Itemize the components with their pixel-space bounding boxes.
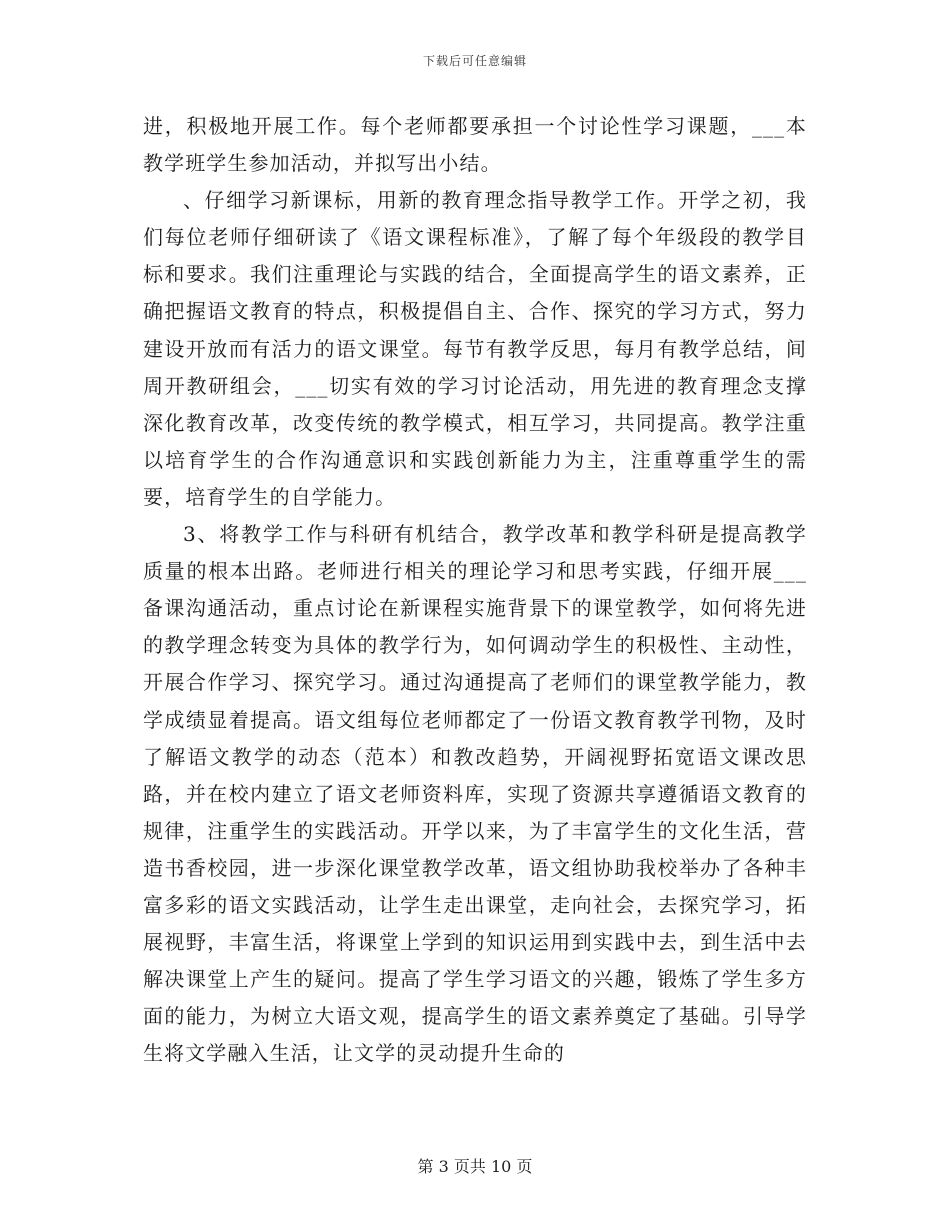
- page-header-note: 下载后可任意编辑: [422, 54, 527, 68]
- paragraph-new-curriculum: 、仔细学习新课标，用新的教育理念指导教学工作。开学之初，我们每位老师仔细研读了《语文课程标准》，了解了每个年级段的教学目标和要求。我们注重理论与实践的结合，全面提高学生的语文素养，正确把握语文教育的特点，积极提倡自主、合作、探究的学习方式，努力建设开放而有活力的语文课堂。每节有教学反思，每月有教学总结，间周开教研组会，___切实有效的学习讨论活动，用先进的教育理念支撑深化教育改革，改变传统的教学模式，相互学习，共同提高。教学注重以培育学生的合作沟通意识和实践创新能力为主，注重尊重学生的需要，培育学生的自学能力。: [143, 188, 807, 509]
- paragraph-continuation: 进，积极地开展工作。每个老师都要承担一个讨论性学习课题，___本教学班学生参加活动，并拟写出小结。: [143, 114, 807, 176]
- page-number: 第 3 页共 10 页: [417, 1157, 533, 1176]
- document-body: [143, 108, 807, 1072]
- paragraph-teaching-research: 3、将教学工作与科研有机结合，教学改革和教学科研是提高教学质量的根本出路。老师进行相关的理论学习和思考实践，仔细开展___备课沟通活动，重点讨论在新课程实施背景下的课堂教学，如何将先进的教学理念转变为具体的教学行为，如何调动学生的积极性、主动性，开展合作学习、探究学习。通过沟通提高了老师们的课堂教学能力，教学成绩显着提高。语文组每位老师都定了一份语文教育教学刊物，及时了解语文教学的动态（范本）和教改趋势，开阔视野拓宽语文课改思路，并在校内建立了语文老师资料库，实现了资源共享遵循语文教育的规律，注重学生的实践活动。开学以来，为了丰富学生的文化生活，营造书香校园，进一步深化课堂教学改革，语文组协助我校举办了各种丰富多彩的语文实践活动，让学生走出课堂，走向社会，去探究学习，拓展视野，丰富生活，将课堂上学到的知识运用到实践中去，到生活中去解决课堂上产生的疑问。提高了学生学习语文的兴趣，锻炼了学生多方面的能力，为树立大语文观，提高学生的语文素养奠定了基础。引导学生将文学融入生活，让文学的灵动提升生命的: [143, 522, 807, 1066]
